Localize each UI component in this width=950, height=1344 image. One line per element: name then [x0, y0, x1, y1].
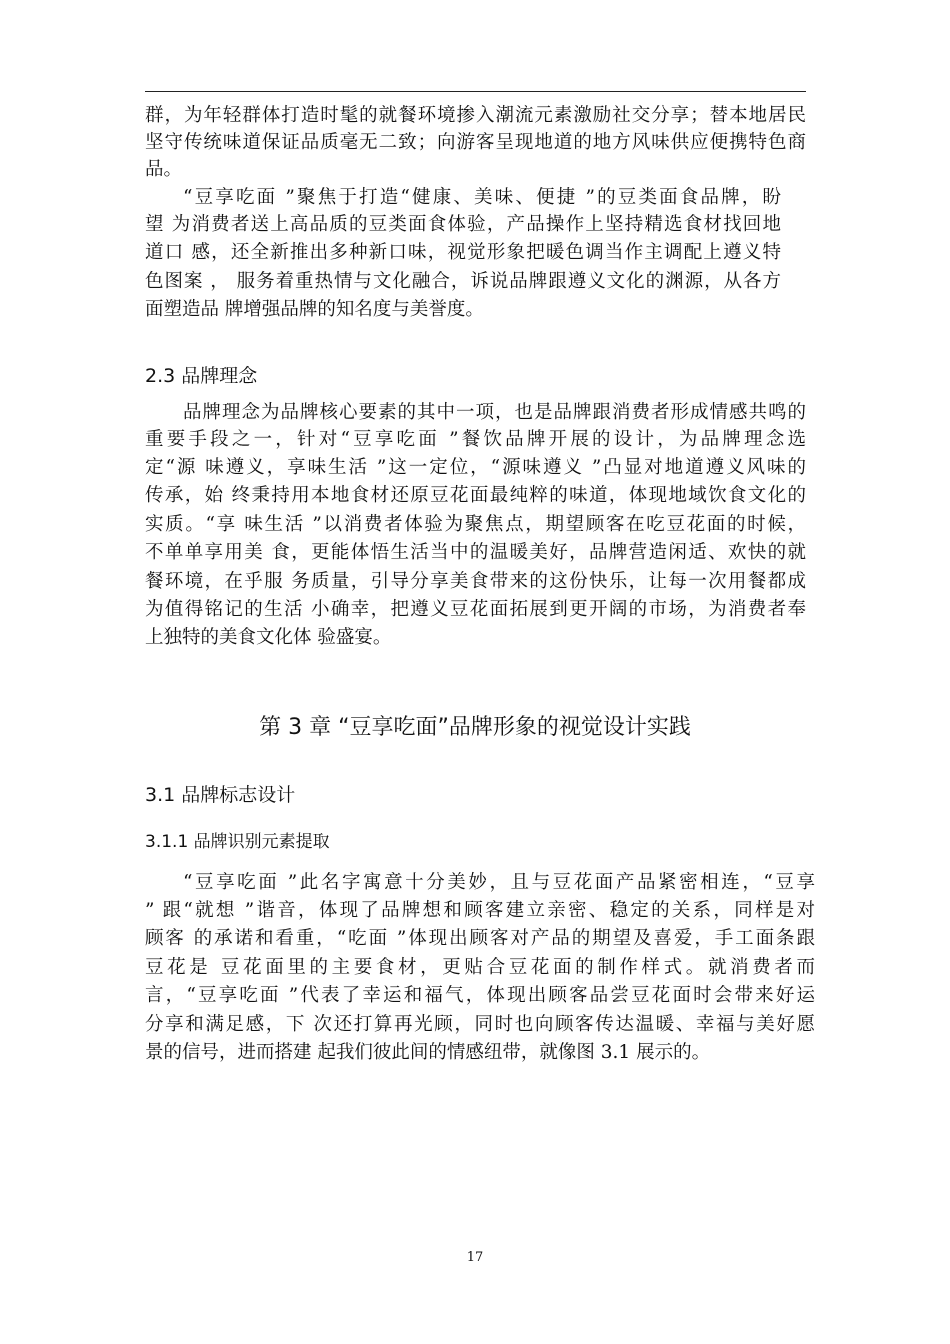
- text-line: ” 跟“就想 ”谐音，体现了品牌想和顾客建立亲密、稳定的关系，同样是对: [145, 900, 815, 921]
- text-line: 不单单享用美 食，更能体悟生活当中的温暖美好，品牌营造闲适、欢快的就: [145, 542, 806, 563]
- text-line: “豆享吃面 ”此名字寓意十分美妙，且与豆花面产品紧密相连，“豆享: [183, 872, 815, 893]
- text-line: 品牌理念为品牌核心要素的其中一项，也是品牌跟消费者形成情感共鸣的: [183, 402, 806, 423]
- subsection-heading-3-1-1: 3.1.1 品牌识别元素提取: [145, 832, 330, 852]
- text-line: 豆花是 豆花面里的主要食材，更贴合豆花面的制作样式。就消费者而: [145, 957, 815, 978]
- section-heading-2-3: 2.3 品牌理念: [145, 365, 258, 387]
- text-line: 望 为消费者送上高品质的豆类面食体验，产品操作上坚持精选食材找回地: [145, 214, 781, 235]
- text-line: 上独特的美食文化体 验盛宴。: [145, 627, 392, 648]
- text-line: 顾客 的承诺和看重，“吃面 ”体现出顾客对产品的期望及喜爱，手工面条跟: [145, 928, 815, 949]
- text-line: 群，为年轻群体打造时髦的就餐环境掺入潮流元素激励社交分享；替本地居民: [145, 105, 806, 126]
- chapter-heading: 第 3 章 “豆享吃面”品牌形象的视觉设计实践: [259, 715, 691, 740]
- text-line: 面塑造品 牌增强品牌的知名度与美誉度。: [145, 299, 484, 320]
- text-line: 餐环境，在乎服 务质量，引导分享美食带来的这份快乐，让每一次用餐都成: [145, 571, 806, 592]
- text-line: 为值得铭记的生活 小确幸，把遵义豆花面拓展到更开阔的市场，为消费者奉: [145, 599, 806, 620]
- text-line: 道口 感，还全新推出多种新口味，视觉形象把暖色调当作主调配上遵义特: [145, 242, 781, 263]
- section-heading-3-1: 3.1 品牌标志设计: [145, 784, 296, 806]
- text-line: 重要手段之一，针对“豆享吃面 ”餐饮品牌开展的设计，为品牌理念选: [145, 429, 806, 450]
- header-rule: [145, 91, 806, 92]
- text-line: 言，“豆享吃面 ”代表了幸运和福气，体现出顾客品尝豆花面时会带来好运: [145, 985, 815, 1006]
- text-line: 实质。“享 味生活 ”以消费者体验为聚焦点，期望顾客在吃豆花面的时候，: [145, 514, 806, 535]
- text-line: 传承，始 终秉持用本地食材还原豆花面最纯粹的味道，体现地域饮食文化的: [145, 485, 806, 506]
- page-number: 17: [466, 1250, 484, 1265]
- text-line: 品。: [145, 159, 183, 180]
- text-line: 定“源 味遵义，享味生活 ”这一定位，“源味遵义 ”凸显对地道遵义风味的: [145, 457, 806, 478]
- text-line: 色图案 ， 服务着重热情与文化融合，诉说品牌跟遵义文化的渊源，从各方: [145, 271, 781, 292]
- text-line: 分享和满足感，下 次还打算再光顾，同时也向顾客传达温暖、幸福与美好愿: [145, 1014, 815, 1035]
- text-line: “豆享吃面 ”聚焦于打造“健康、美味、便捷 ”的豆类面食品牌，盼: [183, 187, 781, 208]
- text-line: 坚守传统味道保证品质毫无二致；向游客呈现地道的地方风味供应便携特色商: [145, 132, 806, 153]
- text-line: 景的信号，进而搭建 起我们彼此间的情感纽带，就像图 3.1 展示的。: [145, 1042, 711, 1063]
